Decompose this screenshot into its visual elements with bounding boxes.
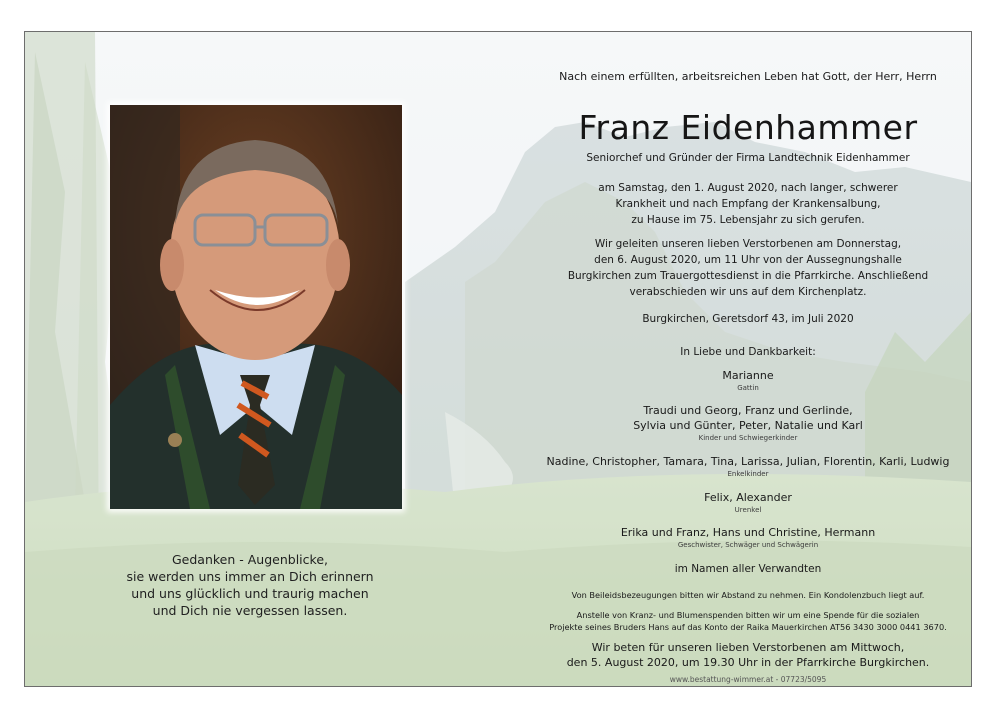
death-announcement [533,180,963,228]
family-relation: Enkelkinder [727,470,769,478]
family-group [533,403,963,443]
funeral-announcement [533,236,963,300]
love-gratitude: In Liebe und Dankbarkeit: [680,346,816,358]
funeral-home-footer: www.bestattung-wimmer.at - 07723/5095 [669,675,827,684]
family-names: Erika und Franz, Hans und Christine, Hermann [620,526,876,539]
paragraph-line: den 6. August 2020, um 11 Uhr von der Aussegnungshalle [594,254,902,266]
family-relation: Urenkel [734,506,762,514]
deceased-name: Franz Eidenhammer [578,108,918,147]
family-group [533,525,963,550]
memorial-quote [125,551,375,619]
condolence-note: Von Beileidsbezeugungen bitten wir Abstand zu nehmen. Ein Kondolenzbuch liegt auf. [571,590,925,600]
family-names: Nadine, Christopher, Tamara, Tina, Larissa, Julian, Florentin, Karli, Ludwig [546,455,950,468]
quote-line: und uns glücklich und traurig machen [131,586,369,601]
paragraph-line: Wir geleiten unseren lieben Verstorbenen am Donnerstag, [594,238,902,250]
paragraph-line: Burgkirchen zum Trauergottesdienst in die Pfarrkirche. Anschließend [567,270,929,282]
family-names: Sylvia und Günter, Peter, Natalie und Karl [633,419,863,432]
paragraph-line: zu Hause im 75. Lebensjahr zu sich gerufen. [631,214,865,226]
intro-line: Nach einem erfüllten, arbeitsreichen Leben hat Gott, der Herr, Herrn [559,70,937,83]
family-relation: Geschwister, Schwäger und Schwägerin [677,541,819,549]
place-date: Burgkirchen, Geretsdorf 43, im Juli 2020 [642,313,854,325]
donation-line: Anstelle von Kranz- und Blumenspenden bitten wir um eine Spende für die sozialen [576,610,920,620]
quote-line: und Dich nie vergessen lassen. [152,603,348,618]
family-group [533,368,963,393]
all-relatives: im Namen aller Verwandten [674,563,822,575]
family-names: Marianne [722,369,774,382]
family-group [533,490,963,515]
quote-line: sie werden uns immer an Dich erinnern [126,569,374,584]
obituary-card [24,31,972,687]
prayer-announcement [523,640,972,670]
family-names: Traudi und Georg, Franz und Gerlinde, [643,404,853,417]
donation-note [503,609,972,633]
donation-line: Projekte seines Bruders Hans auf das Konto der Raika Mauerkirchen AT56 3430 3000 0441 3670. [549,622,947,632]
portrait-photo [110,105,402,509]
prayer-line: Wir beten für unseren lieben Verstorbenen am Mittwoch, [591,641,905,654]
paragraph-line: am Samstag, den 1. August 2020, nach langer, schwerer [598,182,898,194]
family-relation: Gattin [737,384,759,392]
family-names: Felix, Alexander [704,491,792,504]
paragraph-line: Krankheit und nach Empfang der Krankensalbung, [615,198,881,210]
deceased-role: Seniorchef und Gründer der Firma Landtechnik Eidenhammer [586,152,910,164]
prayer-line: den 5. August 2020, um 19.30 Uhr in der Pfarrkirche Burgkirchen. [566,656,930,669]
family-group [493,454,972,479]
quote-line: Gedanken - Augenblicke, [172,552,328,567]
family-relation: Kinder und Schwiegerkinder [698,434,798,442]
paragraph-line: verabschieden wir uns auf dem Kirchenplatz. [629,286,867,298]
